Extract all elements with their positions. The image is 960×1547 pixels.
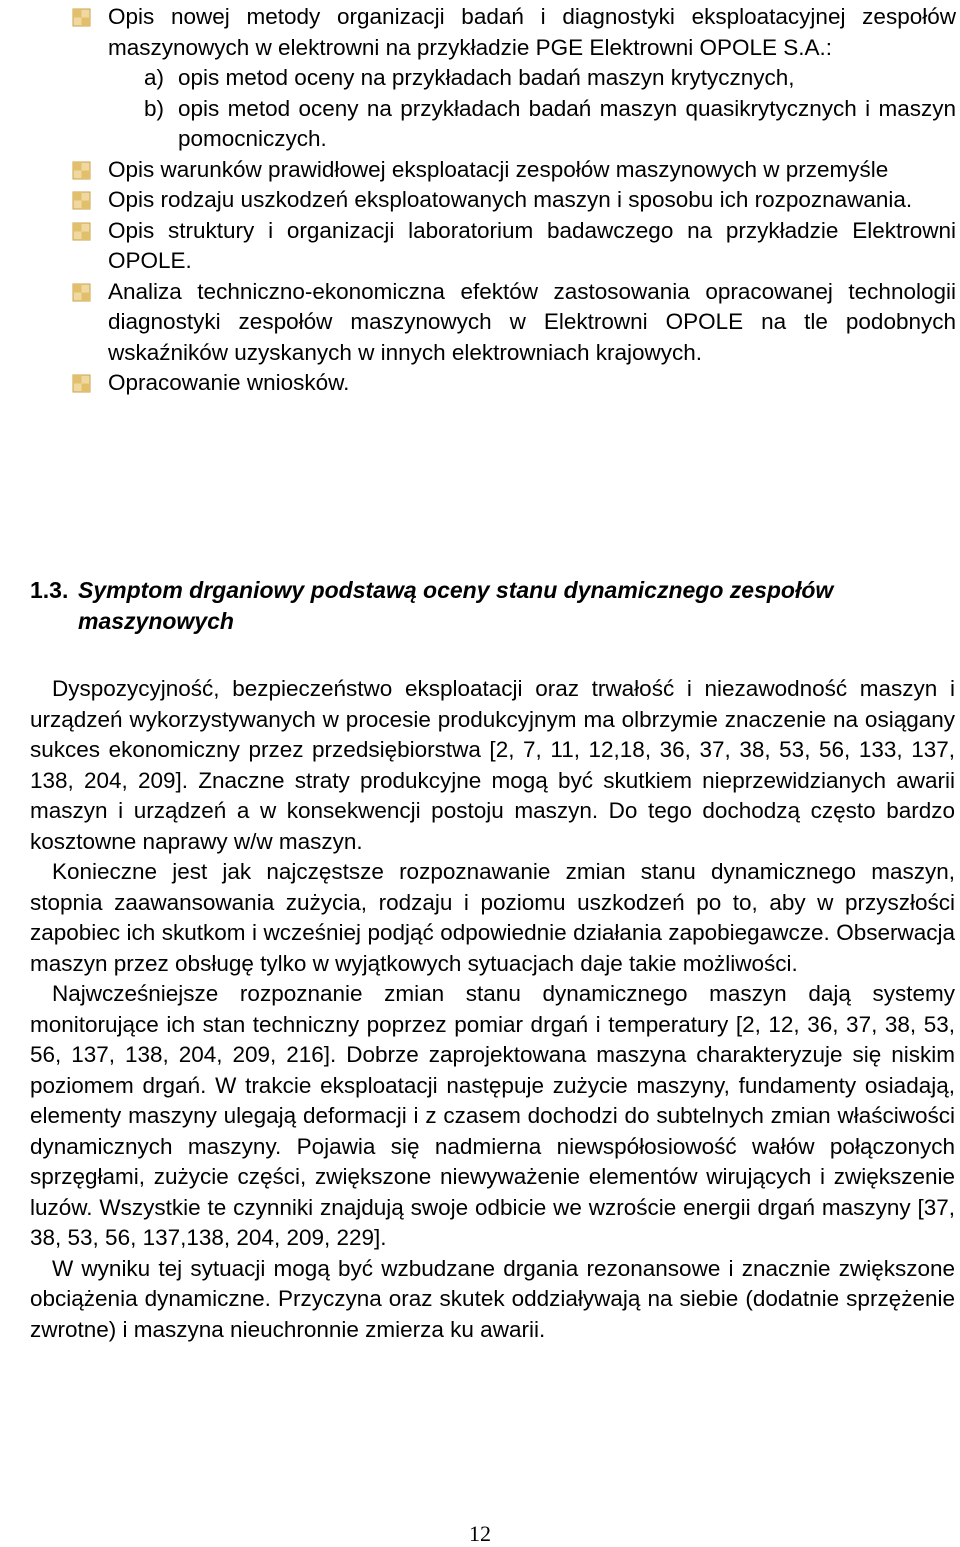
sub-item xyxy=(144,63,956,94)
bullet-item xyxy=(72,2,956,155)
bullet-text: Opracowanie wniosków. xyxy=(108,370,350,395)
section-title: Symptom drganiowy podstawą oceny stanu dynamicznego zespołów maszynowych xyxy=(78,577,834,634)
bullet-square-icon xyxy=(72,191,91,210)
bullet-item xyxy=(72,155,956,186)
page-number: 12 xyxy=(469,1521,491,1546)
sub-list xyxy=(108,63,956,155)
sub-item-marker: b) xyxy=(144,95,165,121)
sub-item-marker: a) xyxy=(144,65,165,90)
paragraph: Najwcześniejsze rozpoznanie zmian stanu dynamicznego maszyn dają systemy monitorujące ich stan techniczny poprzez pomiar drgań i temperatury [2, 12, 36, 37, 38, 53, 56, 137, 138, 204, 209, 216]. Dobrze zaprojektowana maszyna charakteryzuje się niskim poziomem drgań. W trakcie eksploatacji następuje zużycie maszyny, fundamenty osiadają, elementy maszyny ulegają deformacji i z czasem dochodzi do subtelnych zmian właściwości dynamicznych maszyny. Pojawia się nadmierna niewspółosiowość wałów połączonych sprzęgłami, zużycie części, zwiększone niewyważenie elementów wirujących i zwiększenie luzów. Wszystkie te czynniki znajdują swoje odbicie we wzroście energii drgań maszyny [37, 38, 53, 56, 137,138, 204, 209, 229]. xyxy=(30,981,955,1250)
bullet-square-icon xyxy=(72,374,91,393)
paragraph: Konieczne jest jak najczęstsze rozpoznawanie zmian stanu dynamicznego maszyn, stopnia zaawansowania zużycia, rodzaju i poziomu uszkodzeń po to, aby w przyszłości zapobiec ich skutkom i wcześniej podjąć odpowiednie działania zapobiegawcze. Obserwacja maszyn przez obsługę tylko w wyjątkowych sytuacjach daje takie możliwości. xyxy=(30,859,955,976)
bullet-item xyxy=(72,185,956,216)
paragraph: Dyspozycyjność, bezpieczeństwo eksploatacji oraz trwałość i niezawodność maszyn i urządzeń wykorzystywanych w procesie produkcyjnym ma olbrzymie znaczenie na osiągany sukces ekonomiczny przez przedsiębiorstwa [2, 7, 11, 12,18, 36, 37, 38, 53, 56, 133, 137, 138, 204, 209]. Znaczne straty produkcyjne mogą być skutkiem nieprzewidzianych awarii maszyn i urządzeń a w konsekwencji postoju maszyn. Do tego dochodzą często bardzo kosztowne naprawy w/w maszyn. xyxy=(30,676,955,854)
bullet-square-icon xyxy=(72,161,91,180)
bullet-item xyxy=(72,368,956,399)
sub-item xyxy=(144,94,956,155)
body-text xyxy=(30,674,955,1345)
bullet-square-icon xyxy=(72,8,91,27)
bullet-item xyxy=(72,277,956,369)
bullet-square-icon xyxy=(72,283,91,302)
sub-item-text: opis metod oceny na przykładach badań maszyn krytycznych, xyxy=(178,65,795,90)
bullet-text: Opis struktury i organizacji laboratorium badawczego na przykładzie Elektrowni OPOLE. xyxy=(108,217,956,273)
bullet-text: Analiza techniczno-ekonomiczna efektów zastosowania opracowanej technologii diagnostyki zespołów maszynowych w Elektrowni OPOLE na tle podobnych wskaźników uzyskanych w innych elektrowniach krajowych. xyxy=(108,278,956,365)
bullet-text: Opis nowej metody organizacji badań i diagnostyki eksploatacyjnej zespołów maszynowych w elektrowni na przykładzie PGE Elektrowni OPOLE S.A.: xyxy=(108,4,956,60)
paragraph: W wyniku tej sytuacji mogą być wzbudzane drgania rezonansowe i znacznie zwiększone obciążenia dynamiczne. Przyczyna oraz skutek oddziaływają na siebie (dodatnie sprzężenie zwrotne) i maszyna nieuchronnie zmierza ku awarii. xyxy=(30,1255,955,1342)
bullet-list xyxy=(72,2,956,399)
bullet-item xyxy=(72,216,956,277)
section-heading xyxy=(30,575,956,636)
section-number: 1.3. xyxy=(30,577,69,603)
sub-item-text: opis metod oceny na przykładach badań maszyn quasikrytycznych i maszyn pomocniczych. xyxy=(178,95,956,151)
bullet-square-icon xyxy=(72,222,91,241)
bullet-text: Opis rodzaju uszkodzeń eksploatowanych maszyn i sposobu ich rozpoznawania. xyxy=(108,187,913,212)
bullet-text: Opis warunków prawidłowej eksploatacji zespołów maszynowych w przemyśle xyxy=(108,156,889,182)
